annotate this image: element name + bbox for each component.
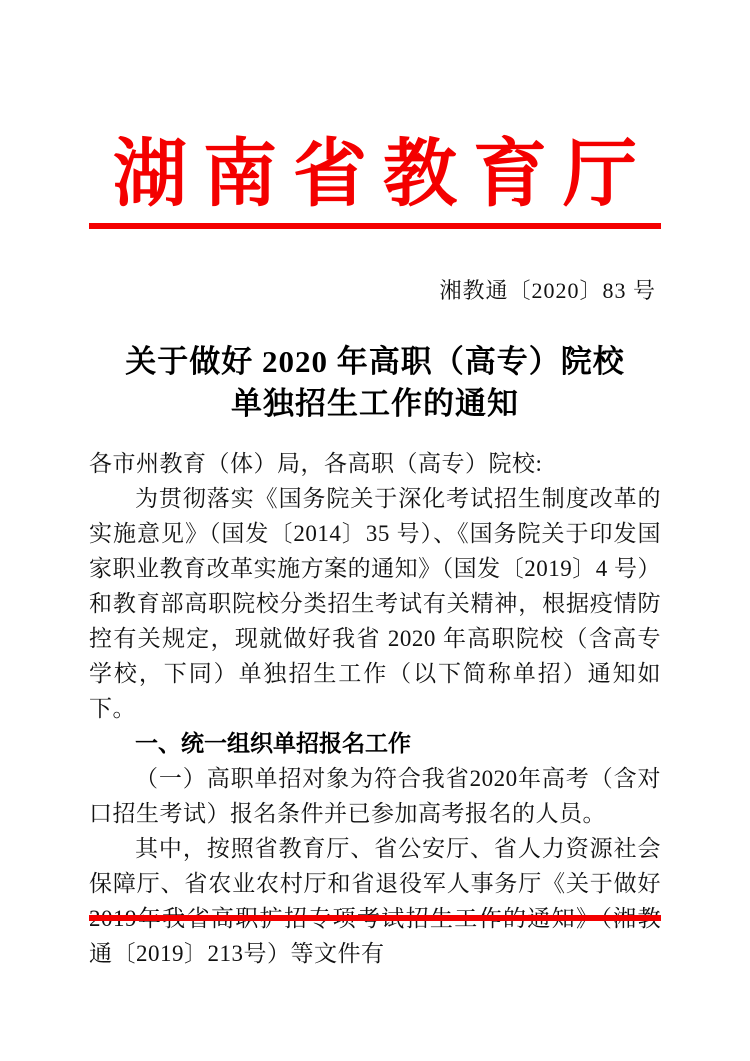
document-title	[0, 341, 750, 425]
paragraph-intro: 为贯彻落实《国务院关于深化考试招生制度改革的实施意见》（国发〔2014〕35 号）、《国务院关于印发国家职业教育改革实施方案的通知》（国发〔2019〕4 号）和教育部高职院校分类招生考试有关精神，根据疫情防控有关规定，现就做好我省 2020 年高职院校（含高专学校，下同）单独招生工作（以下简称单招）通知如下。	[89, 486, 661, 721]
paragraph-1: （一）高职单招对象为符合我省2020年高考（含对口招生考试）报名条件并已参加高考报名的人员。	[89, 766, 661, 826]
salutation: 各市州教育（体）局，各高职（高专）院校:	[89, 451, 543, 476]
agency-name-header: 湖南省教育厅	[113, 134, 653, 216]
paragraph-2: 其中，按照省教育厅、省公安厅、省人力资源社会保障厅、省农业农村厅和省退役军人事务厅《关于做好2019年我省高职扩招专项考试招生工作的通知》（湘教通〔2019〕213号）等文件有	[89, 836, 661, 966]
header-separator-line	[89, 223, 661, 229]
document-body	[89, 446, 661, 971]
footer-separator-line	[89, 915, 661, 921]
section-heading-1: 一、统一组织单招报名工作	[135, 730, 411, 756]
document-title-line-2: 单独招生工作的通知	[231, 386, 519, 421]
document-title-line-1: 关于做好 2020 年高职（高专）院校	[125, 344, 625, 379]
document-number: 湘教通〔2020〕83 号	[439, 278, 656, 303]
